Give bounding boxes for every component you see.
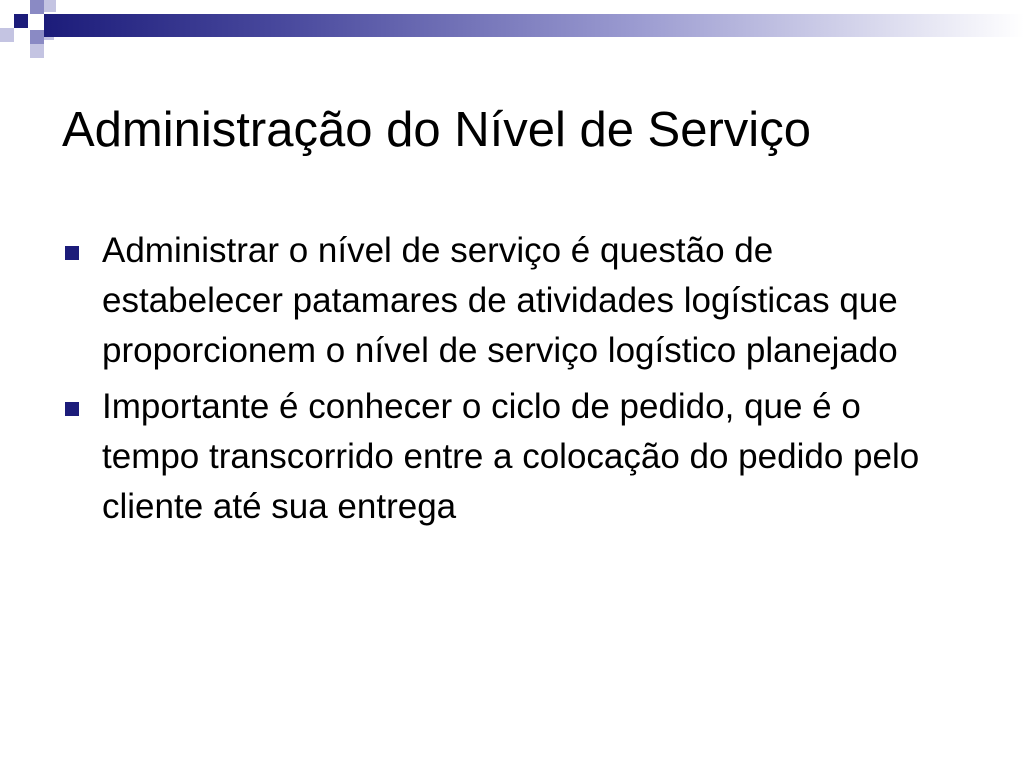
bullet-item xyxy=(62,226,962,376)
square-bullet-icon xyxy=(65,402,79,416)
header-gradient-bar xyxy=(44,14,1024,37)
header-decoration xyxy=(0,0,1024,64)
decor-square-icon xyxy=(30,0,44,14)
decor-square-icon xyxy=(0,28,14,42)
decor-square-icon xyxy=(14,14,28,28)
square-bullet-icon xyxy=(65,246,79,260)
decor-square-icon xyxy=(30,30,44,44)
slide-title: Administração do Nível de Serviço xyxy=(62,103,811,157)
decor-square-icon xyxy=(44,0,56,12)
decor-square-icon xyxy=(30,44,44,58)
bullet-text: Importante é conhecer o ciclo de pedido, que é o tempo transcorrido entre a colocação do pedido pelo cliente até sua entrega xyxy=(102,387,920,526)
bullet-text: Administrar o nível de serviço é questão de estabelecer patamares de atividades logísticas que proporcionem o nível de serviço logístico planejado xyxy=(102,231,898,370)
bullet-item xyxy=(62,382,962,532)
bullet-list xyxy=(62,226,962,538)
